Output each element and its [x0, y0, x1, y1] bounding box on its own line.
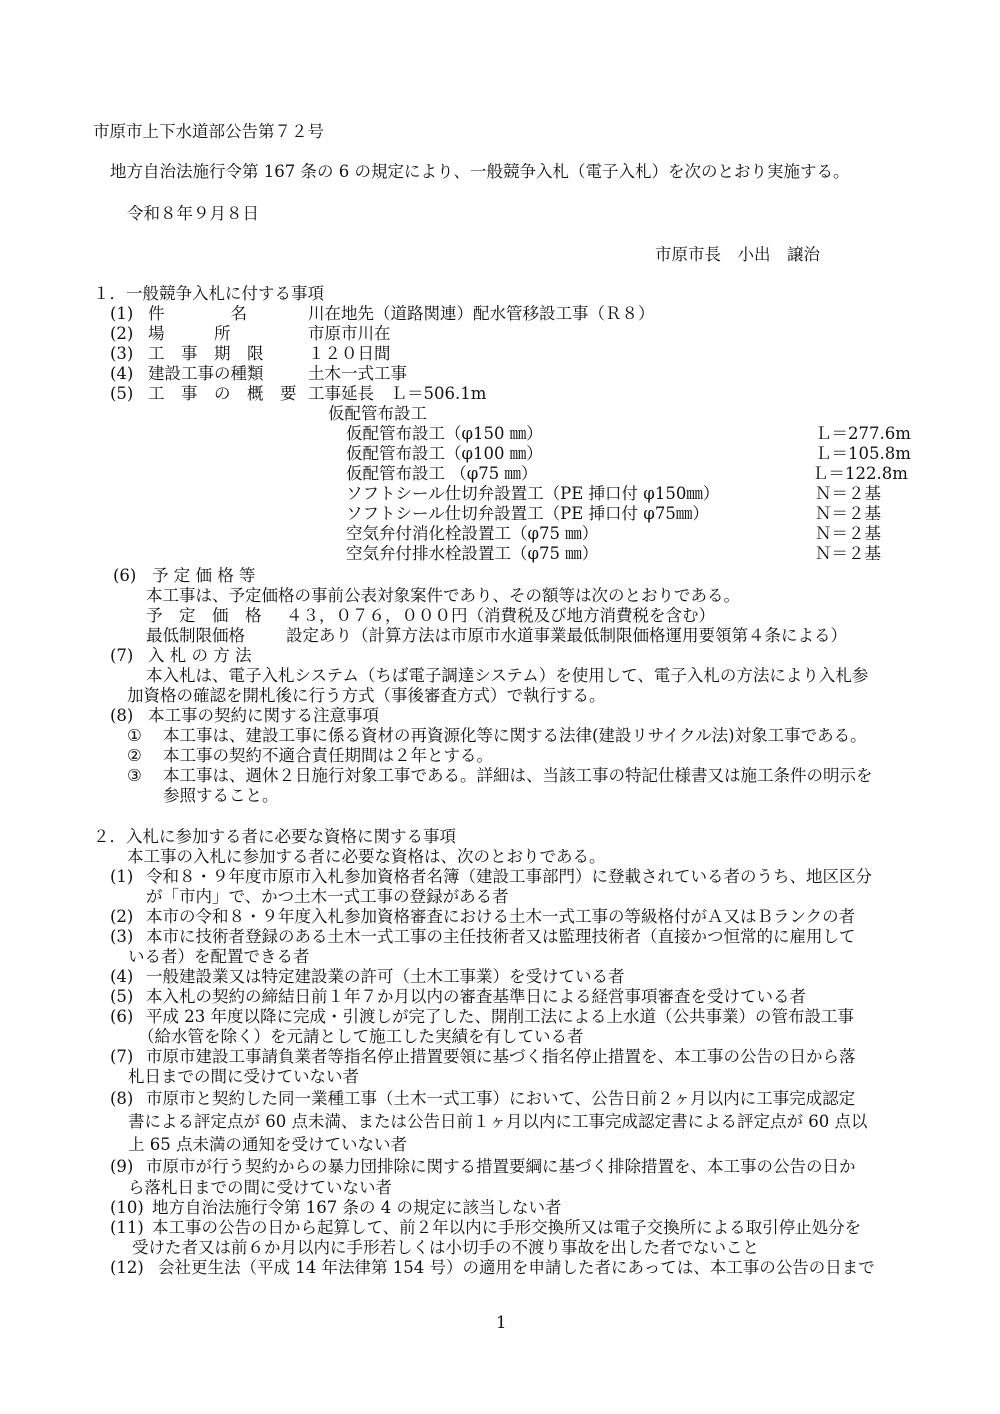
min-price-label: 最低制限価格 — [146, 626, 245, 645]
issuer: 市原市長 小出 譲治 — [655, 245, 820, 264]
s2-item-text: 令和８・９年度市原市入札参加資格者名簿（建設工事部門）に登載されている者のうち、地区区分 — [146, 867, 872, 886]
note-text-cont: 参照すること。 — [163, 786, 279, 805]
planned-price-value: ４３，０７６，０００円（消費税及び地方消費税を含む） — [286, 606, 715, 625]
overview-row-name: 仮配管布設工（φ150 ㎜） — [346, 424, 543, 443]
s1-item8-label: 本工事の契約に関する注意事項 — [148, 706, 379, 725]
overview-row-name: 仮配管布設工（φ100 ㎜） — [346, 444, 543, 463]
s1-item6-label: 予 定 価 格 等 — [152, 566, 256, 585]
s2-item-num: (10) — [110, 1198, 144, 1217]
overview-row-qty: Ｎ＝２基 — [815, 484, 881, 503]
notice-number: 市原市上下水道部公告第７２号 — [93, 122, 324, 141]
s2-item-text: が「市内」で、かつ土木一式工事の登録がある者 — [146, 887, 509, 906]
s2-item-num: (7) — [110, 1047, 134, 1066]
note-mark: ③ — [127, 766, 142, 785]
s1-item5-value: 工事延長 Ｌ＝506.1m — [308, 384, 487, 403]
s1-item2-value: 市原市川在 — [308, 324, 391, 343]
s1-item2-num: (2) — [110, 324, 134, 343]
s2-item-num: (8) — [110, 1089, 134, 1108]
section2-heading: ２．入札に参加する者に必要な資格に関する事項 — [93, 827, 456, 846]
s2-item-text: 書による評定点が 60 点未満、または公告日前１ヶ月以内に工事完成認定書による評定点が 60 点以 — [128, 1112, 868, 1131]
section1-heading: １．一般競争入札に付する事項 — [93, 284, 324, 303]
s2-item-num: (12) — [110, 1258, 144, 1277]
s1-item3-num: (3) — [110, 344, 134, 363]
overview-row-qty: Ｌ＝277.6m — [815, 424, 911, 443]
s2-item-num: (9) — [110, 1157, 134, 1176]
overview-row-name: ソフトシール仕切弁設置工（PE 挿口付 φ75㎜） — [346, 504, 709, 523]
s1-item3-value: １２０日間 — [308, 344, 391, 363]
overview-row-name: ソフトシール仕切弁設置工（PE 挿口付 φ150㎜） — [346, 484, 720, 503]
s2-item-text: 札日までの間に受けていない者 — [128, 1067, 359, 1086]
planned-price-label: 予 定 価 格 — [146, 606, 262, 625]
page-number: 1 — [496, 1313, 507, 1332]
overview-row-qty: Ｎ＝２基 — [815, 524, 881, 543]
s1-item1-label: 件 名 — [148, 304, 247, 323]
s1-item8-num: (8) — [110, 706, 134, 725]
s1-item3-label: 工 事 期 限 — [148, 344, 264, 363]
s2-item-num: (6) — [110, 1007, 134, 1026]
s2-item-text: 会社更生法（平成 14 年法律第 154 号）の適用を申請した者にあっては、本工事の公告の日まで — [158, 1258, 875, 1277]
s1-item7-line2: 加資格の確認を開札後に行う方式（事後審査方式）で執行する。 — [127, 686, 606, 705]
s2-item-text: 本市の令和８・９年度入札参加資格審査における土木一式工事の等級格付がＡ又はＢランクの者 — [146, 907, 856, 926]
s2-item-num: (5) — [110, 987, 134, 1006]
s1-item2-label: 場 所 — [148, 324, 231, 343]
note-mark: ② — [127, 746, 142, 765]
s1-item5-label: 工 事 の 概 要 — [148, 384, 297, 403]
s2-item-num: (1) — [110, 867, 134, 886]
s2-item-text: ら落札日までの間に受けていない者 — [128, 1178, 392, 1197]
s2-item-num: (4) — [110, 967, 134, 986]
s2-item-text: 本工事の公告の日から起算して、前２年以内に手形交換所又は電子交換所による取引停止処分を — [152, 1218, 862, 1237]
section2-intro: 本工事の入札に参加する者に必要な資格は、次のとおりである。 — [127, 847, 606, 866]
s2-item-text: （給水管を除く）を元請として施工した実績を有している者 — [138, 1027, 584, 1046]
overview-subheading: 仮配管布設工 — [328, 404, 427, 423]
min-price-value: 設定あり（計算方法は市原市水道事業最低制限価格運用要領第４条による） — [286, 626, 847, 645]
overview-row-qty: Ｎ＝２基 — [815, 504, 881, 523]
s2-item-text: 市原市と契約した同一業種工事（土木一式工事）において、公告日前２ヶ月以内に工事完成認定 — [146, 1089, 856, 1108]
note-text: 本工事は、建設工事に係る資材の再資源化等に関する法律(建設リサイクル法)対象工事である。 — [163, 726, 867, 745]
s2-item-text: 本入札の契約の締結日前１年７か月以内の審査基準日による経営事項審査を受けている者 — [146, 987, 806, 1006]
notice-date: 令和８年９月８日 — [127, 204, 259, 223]
s2-item-text: 本市に技術者登録のある土木一式工事の主任技術者又は監理技術者（直接かつ恒常的に雇用して — [146, 927, 856, 946]
s1-item7-line1: 本入札は、電子入札システム（ちば電子調達システム）を使用して、電子入札の方法により入札参 — [146, 666, 869, 685]
s2-item-text: 上 65 点未満の通知を受けていない者 — [128, 1135, 407, 1154]
s1-item6-num: (6) — [113, 566, 137, 585]
s2-item-text: 受けた者又は前６か月以内に手形若しくは小切手の不渡り事故を出した者でないこと — [132, 1238, 759, 1257]
s1-item4-value: 土木一式工事 — [308, 364, 407, 383]
overview-row-qty: Ｎ＝２基 — [815, 544, 881, 563]
s2-item-text: 平成 23 年度以降に完成・引渡しが完了した、開削工法による上水道（公共事業）の管布設工事 — [146, 1007, 854, 1026]
s1-item6-text: 本工事は、予定価格の事前公表対象案件であり、その額等は次のとおりである。 — [146, 586, 740, 605]
s1-item7-num: (7) — [110, 646, 134, 665]
note-text: 本工事は、週休２日施行対象工事である。詳細は、当該工事の特記仕様書又は施工条件の明示を — [163, 766, 873, 785]
overview-row-name: 空気弁付排水栓設置工（φ75 ㎜） — [346, 544, 599, 563]
s1-item5-num: (5) — [110, 384, 134, 403]
s1-item4-label: 建設工事の種類 — [148, 364, 264, 383]
s1-item4-num: (4) — [110, 364, 134, 383]
s2-item-num: (11) — [110, 1218, 144, 1237]
s2-item-text: 地方自治法施行令第 167 条の 4 の規定に該当しない者 — [152, 1198, 562, 1217]
overview-row-name: 空気弁付消化栓設置工（φ75 ㎜） — [346, 524, 599, 543]
s2-item-num: (2) — [110, 907, 134, 926]
s1-item1-value: 川在地先（道路関連）配水管移設工事（Ｒ８） — [308, 304, 655, 323]
s1-item1-num: (1) — [110, 304, 134, 323]
overview-row-qty: Ｌ＝122.8m — [812, 464, 908, 483]
s2-item-text: 市原市建設工事請負業者等指名停止措置要領に基づく指名停止措置を、本工事の公告の日から落 — [146, 1047, 856, 1066]
overview-row-qty: Ｌ＝105.8m — [815, 444, 911, 463]
s2-item-text: 一般建設業又は特定建設業の許可（土木工事業）を受けている者 — [146, 967, 625, 986]
s2-item-text: 市原市が行う契約からの暴力団排除に関する措置要綱に基づく排除措置を、本工事の公告の日か — [146, 1157, 856, 1176]
s1-item7-label: 入 札 の 方 法 — [148, 646, 252, 665]
note-mark: ① — [127, 726, 142, 745]
preamble: 地方自治法施行令第 167 条の 6 の規定により、一般競争入札（電子入札）を次のとおり実施する。 — [110, 162, 850, 181]
note-text: 本工事の契約不適合責任期間は２年とする。 — [163, 746, 493, 765]
s2-item-num: (3) — [110, 927, 134, 946]
overview-row-name: 仮配管布設工 （φ75 ㎜） — [346, 464, 538, 483]
s2-item-text: いる者）を配置できる者 — [128, 947, 310, 966]
